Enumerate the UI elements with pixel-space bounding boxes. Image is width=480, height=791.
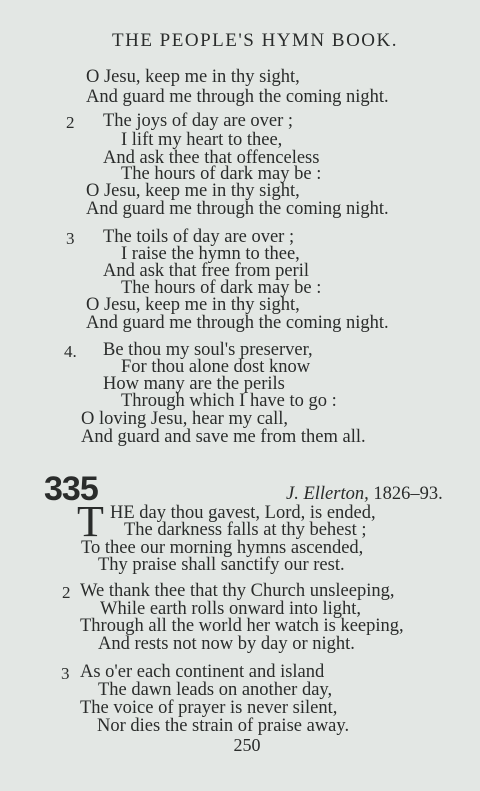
- verse-line: How many are the perils: [103, 374, 285, 394]
- verse-line: Through which I have to go :: [121, 391, 337, 411]
- verse-line: Through all the world her watch is keeping,: [80, 616, 404, 636]
- hymn-number: 335: [44, 470, 98, 508]
- verse-line: Nor dies the strain of praise away.: [97, 716, 350, 736]
- page-header: THE PEOPLE'S HYMN BOOK.: [112, 30, 398, 51]
- verse-line: O Jesu, keep me in thy sight,: [86, 295, 300, 315]
- stanza-number: 2: [66, 113, 75, 132]
- verse-line: To thee our morning hymns ascended,: [81, 538, 364, 558]
- stanza-number: 2: [62, 583, 71, 602]
- verse-line: And ask thee that offenceless: [103, 148, 320, 168]
- verse-line: Thy praise shall sanctify our rest.: [98, 555, 345, 575]
- verse-line: And guard me through the coming night.: [86, 199, 389, 219]
- verse-line: The joys of day are over ;: [103, 111, 294, 131]
- verse-line: O loving Jesu, hear my call,: [81, 409, 289, 429]
- hymn-attribution: [286, 484, 443, 505]
- stanza-number: 3: [66, 229, 75, 248]
- verse-line: O Jesu, keep me in thy sight,: [86, 181, 300, 201]
- verse-line: And guard me through the coming night.: [86, 313, 389, 333]
- verse-line: And guard me through the coming night.: [86, 87, 389, 107]
- verse-line: I raise the hymn to thee,: [121, 244, 300, 264]
- verse-line: And rests not now by day or night.: [98, 634, 355, 654]
- verse-line: And ask that free from peril: [103, 261, 309, 281]
- verse-line: The darkness falls at thy behest ;: [124, 520, 367, 540]
- verse-line: The hours of dark may be :: [121, 164, 322, 184]
- verse-line: O Jesu, keep me in thy sight,: [86, 67, 300, 87]
- verse-line: I lift my heart to thee,: [121, 130, 283, 150]
- verse-line: The voice of prayer is never silent,: [80, 698, 338, 718]
- verse-line: HE day thou gavest, Lord, is ended,: [110, 503, 376, 523]
- verse-line: As o'er each continent and island: [80, 662, 325, 682]
- verse-line: For thou alone dost know: [121, 357, 311, 377]
- verse-line: While earth rolls onward into light,: [100, 599, 361, 619]
- hymn-years: 1826–93.: [373, 484, 443, 504]
- stanza-number: 4.: [64, 342, 77, 361]
- verse-line: The dawn leads on another day,: [98, 680, 333, 700]
- drop-cap-initial: T: [77, 497, 104, 546]
- page-number: 250: [233, 735, 261, 755]
- hymn-author: J. Ellerton,: [286, 484, 369, 504]
- verse-line: Be thou my soul's preserver,: [103, 340, 313, 360]
- verse-line: And guard and save me from them all.: [81, 427, 366, 447]
- verse-line: The hours of dark may be :: [121, 278, 322, 298]
- verse-line: The toils of day are over ;: [103, 227, 295, 247]
- verse-line: We thank thee that thy Church unsleeping,: [80, 581, 395, 601]
- stanza-number: 3: [61, 664, 70, 683]
